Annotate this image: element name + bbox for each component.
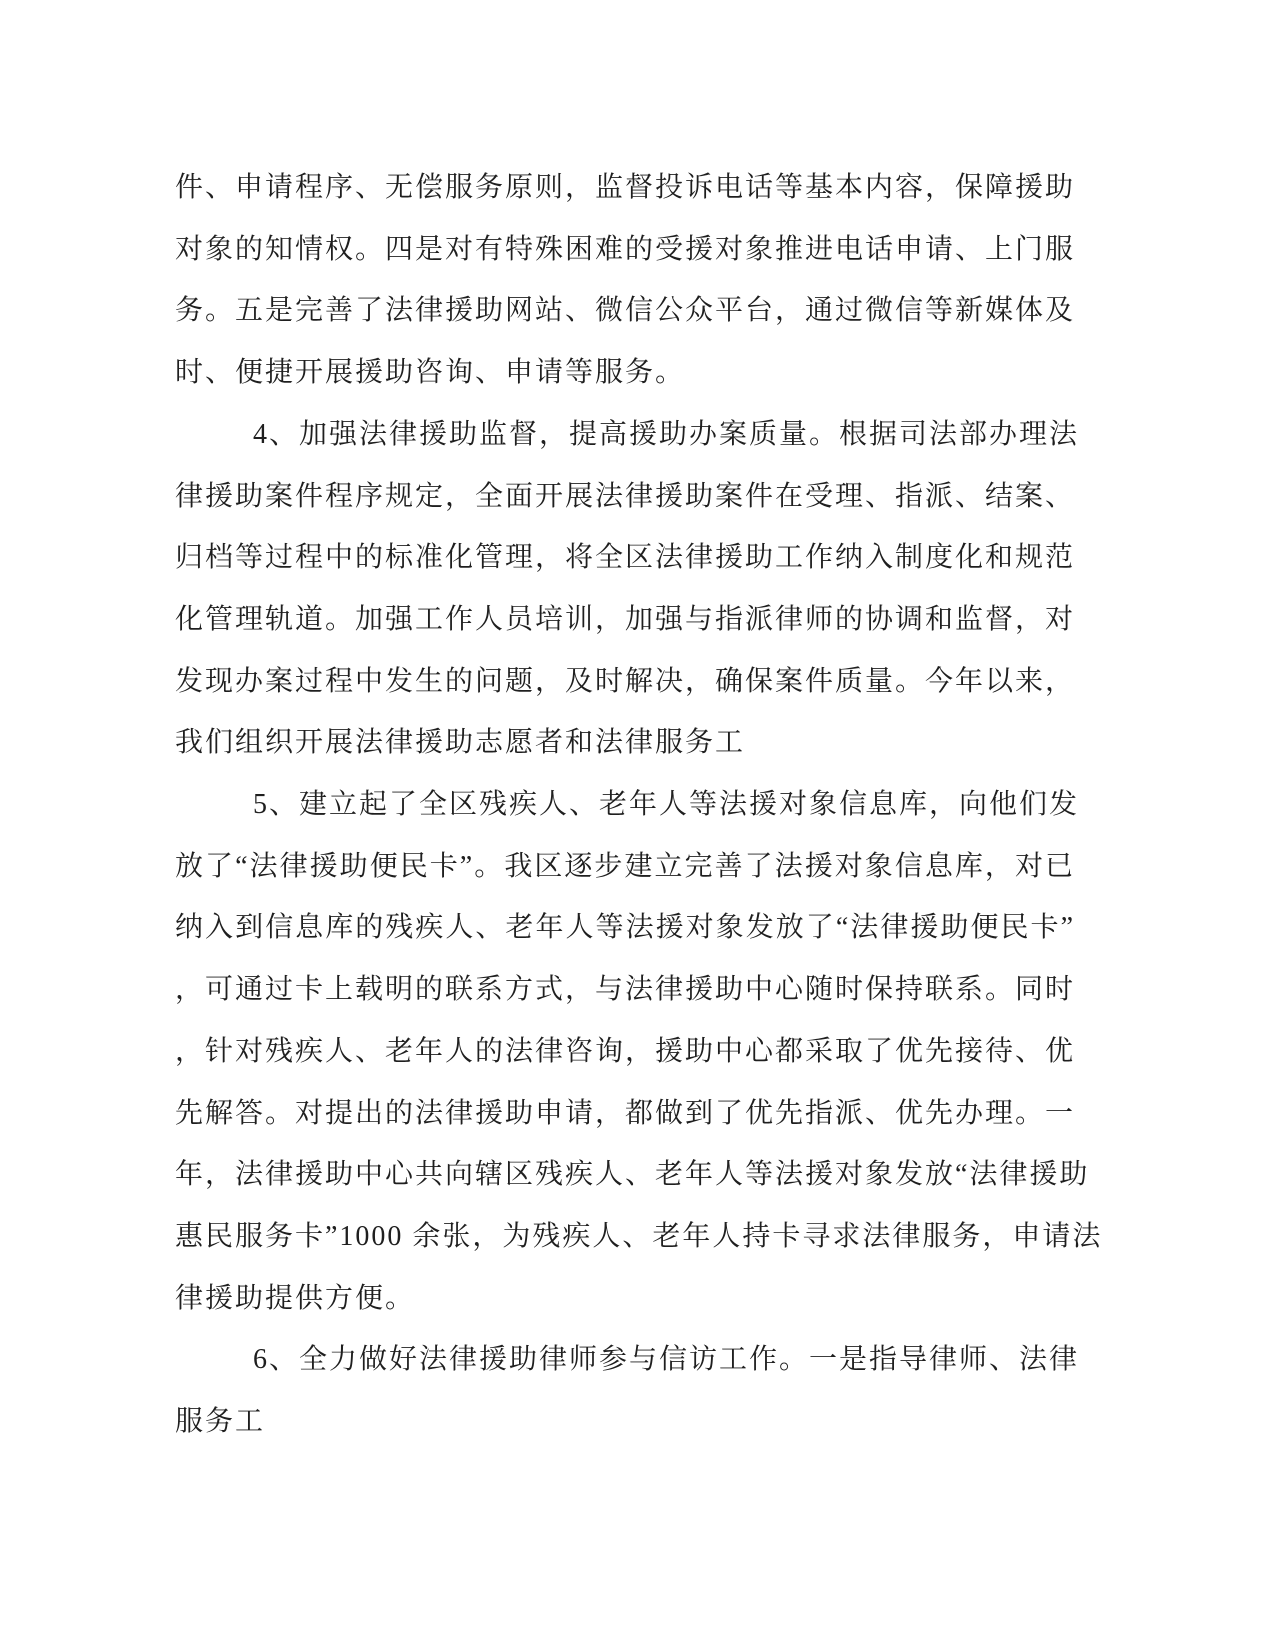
text-line: 6、全力做好法律援助律师参与信访工作。一是指导律师、法律 — [253, 1344, 1080, 1376]
text-line: 年，法律援助中心共向辖区残疾人、老年人等法援对象发放“法律援助 — [175, 1159, 1090, 1191]
paragraph-item-6 — [175, 1329, 1080, 1452]
text-line: 件、申请程序、无偿服务原则，监督投诉电话等基本内容，保障援助 — [175, 172, 1076, 203]
text-line: 务。五是完善了法律援助网站、微信公众平台，通过微信等新媒体及 — [175, 295, 1076, 327]
text-line: 律援助案件程序规定，全面开展法律援助案件在受理、指派、结案、 — [175, 480, 1076, 512]
paragraph — [175, 157, 1075, 404]
text-line: ，针对残疾人、老年人的法律咨询，援助中心都采取了优先接待、优 — [175, 1035, 1076, 1067]
text-line: ，可通过卡上载明的联系方式，与法律援助中心随时保持联系。同时 — [175, 974, 1076, 1006]
text-line: 律援助提供方便。 — [175, 1282, 416, 1314]
text-line: 化管理轨道。加强工作人员培训，加强与指派律师的协调和监督，对 — [175, 603, 1076, 635]
text-line: 纳入到信息库的残疾人、老年人等法援对象发放了“法律援助便民卡” — [175, 912, 1075, 944]
text-line: 对象的知情权。四是对有特殊困难的受援对象推进电话申请、上门服 — [175, 233, 1076, 265]
document-text-block — [175, 157, 1103, 1453]
paragraph-item-4 — [175, 404, 1080, 774]
text-line: 我们组织开展法律援助志愿者和法律服务工 — [175, 727, 746, 759]
text-line: 惠民服务卡”1000 余张，为残疾人、老年人持卡寻求法律服务，申请法 — [175, 1220, 1103, 1252]
text-line: 5、建立起了全区残疾人、老年人等法援对象信息库，向他们发 — [253, 789, 1080, 821]
paragraph-item-5 — [175, 774, 1103, 1329]
text-line: 服务工 — [175, 1406, 266, 1438]
text-line: 先解答。对提出的法律援助申请，都做到了优先指派、优先办理。一 — [175, 1097, 1076, 1129]
text-line: 时、便捷开展援助咨询、申请等服务。 — [175, 357, 686, 389]
text-line: 放了“法律援助便民卡”。我区逐步建立完善了法援对象信息库，对已 — [175, 850, 1075, 882]
text-line: 发现办案过程中发生的问题，及时解决，确保案件质量。今年以来， — [175, 665, 1076, 697]
text-line: 4、加强法律援助监督，提高援助办案质量。根据司法部办理法 — [253, 418, 1080, 450]
text-line: 归档等过程中的标准化管理，将全区法律援助工作纳入制度化和规范 — [175, 542, 1076, 574]
